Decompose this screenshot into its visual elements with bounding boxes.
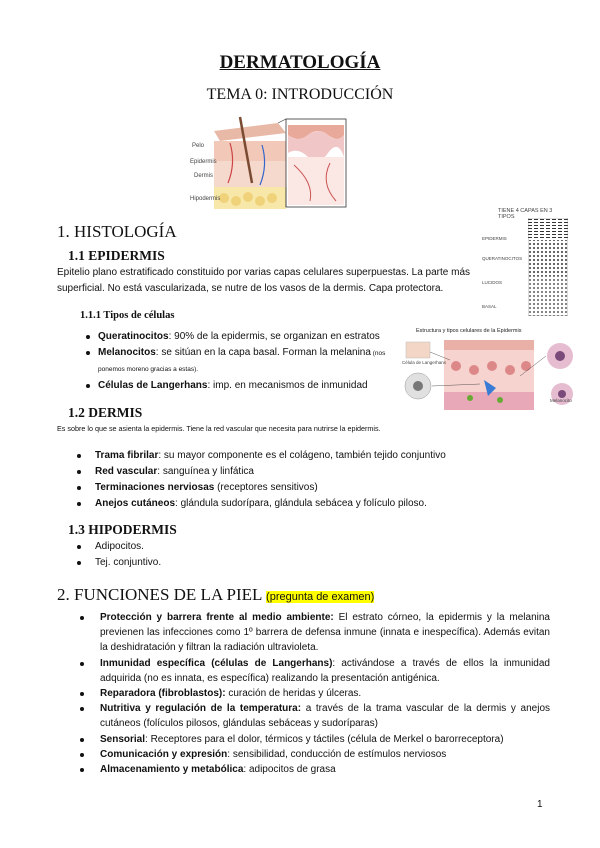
figure-right-label-1: EPIDERMIS	[482, 236, 507, 241]
list-item: Adipocitos.	[65, 539, 365, 555]
figure-label-hipodermis: Hipodermis	[190, 196, 221, 202]
figure-label-pelo: Pelo	[192, 143, 205, 149]
figure-label-dermis: Dermis	[194, 173, 213, 179]
epidermis-layers-figure	[480, 206, 570, 318]
dermis-heading: 1.2 DERMIS	[68, 405, 143, 420]
list-item: Nutritiva y regulación de la temperatura: a través de la trama vascular de la dermis y anejos cutáneos (folículos pilosos, glándulas sebáceas y sudoríparas)	[65, 701, 550, 731]
list-item: Terminaciones nerviosas (receptores sensitivos)	[65, 480, 555, 496]
list-item: Sensorial: Receptores para el dolor, térmicos y táctiles (célula de Merkel o barorreceptora)	[65, 732, 550, 747]
page-number: 1	[537, 799, 543, 810]
funciones-heading-text: 2. FUNCIONES DE LA PIEL	[57, 585, 262, 604]
list-item: Protección y barrera frente al medio ambiente: El estrato córneo, la epidermis y la melanina previenen las infecciones como 1º barrera de defensa inmune (innata e inespecífica). Además evitan la deshidratación y filtran la radiación ultravioleta.	[65, 610, 550, 656]
dermis-list	[65, 448, 555, 512]
list-item: Red vascular: sanguínea y linfática	[65, 464, 555, 480]
epidermis-layers-image	[528, 218, 568, 316]
list-item: Queratinocitos: 90% de la epidermis, se organizan en estratos	[84, 329, 394, 345]
exam-question-highlight: (pregunta de examen)	[266, 591, 375, 603]
list-item: Melanocitos: se sitúan en la capa basal. Forman la melanina (nos ponemos moreno gracias a estas).	[84, 345, 394, 378]
figure-right-label-2: QUERATINOCITOS	[482, 256, 523, 261]
skin-diagram-figure	[190, 113, 348, 215]
figure-right-title: TIENE 4 CAPAS EN 3 TIPOS	[498, 208, 553, 220]
epidermis-heading: 1.1 EPIDERMIS	[68, 248, 165, 263]
cells-figure-title: Estructura y tipos celulares de la Epidermis	[416, 328, 522, 334]
list-item: Comunicación y expresión: sensibilidad, conducción de estímulos nerviosos	[65, 747, 550, 762]
cell-types-heading: 1.1.1 Tipos de células	[80, 310, 175, 321]
figure-right-label-3: LUCIDOS	[482, 280, 503, 285]
figure-label-epidermis: Epidermis	[190, 159, 217, 165]
dermis-text: Es sobre lo que se asienta la epidermis. Tiene la red vascular que necesita para nutrirse la epidermis.	[57, 424, 381, 433]
hipodermis-list	[65, 539, 365, 571]
epidermis-cells-figure	[400, 328, 580, 412]
list-item: Trama fibrilar: su mayor componente es el colágeno, también tejido conjuntivo	[65, 448, 555, 464]
list-item: Tej. conjuntivo.	[65, 555, 365, 571]
list-item: Reparadora (fibroblastos): curación de heridas y úlceras.	[65, 686, 550, 701]
list-item: Anejos cutáneos: glándula sudorípara, glándula sebácea y folículo piloso.	[65, 496, 555, 512]
list-item: Almacenamiento y metabólica: adipocitos de grasa	[65, 762, 550, 777]
section-histologia-heading: 1. HISTOLOGÍA	[57, 222, 177, 241]
cells-label-langerhans: Célula de Langerhans	[402, 360, 447, 365]
section-funciones-heading	[57, 585, 374, 605]
cell-types-list	[84, 329, 394, 393]
figure-right-label-4: BASAL	[482, 304, 497, 309]
funciones-list	[65, 610, 550, 777]
list-item: Células de Langerhans: imp. en mecanismos de inmunidad	[84, 378, 394, 394]
document-title: DERMATOLOGÍA	[219, 52, 381, 73]
epidermis-text: Epitelio plano estratificado constituido por varias capas celulares superpuestas. La parte más superficial. No está vascularizada, se nutre de los vasos de la dermis. Capa protectora.	[57, 267, 471, 294]
cells-label-melanocito: Melanocito	[550, 398, 572, 403]
document-subtitle: TEMA 0: INTRODUCCIÓN	[206, 86, 394, 103]
hipodermis-heading: 1.3 HIPODERMIS	[68, 522, 177, 537]
list-item: Inmunidad específica (células de Langerhans): activándose a través de ellos la inmunidad adquirida (no es innata, es específica) realizando la presentación antigénica.	[65, 656, 550, 686]
